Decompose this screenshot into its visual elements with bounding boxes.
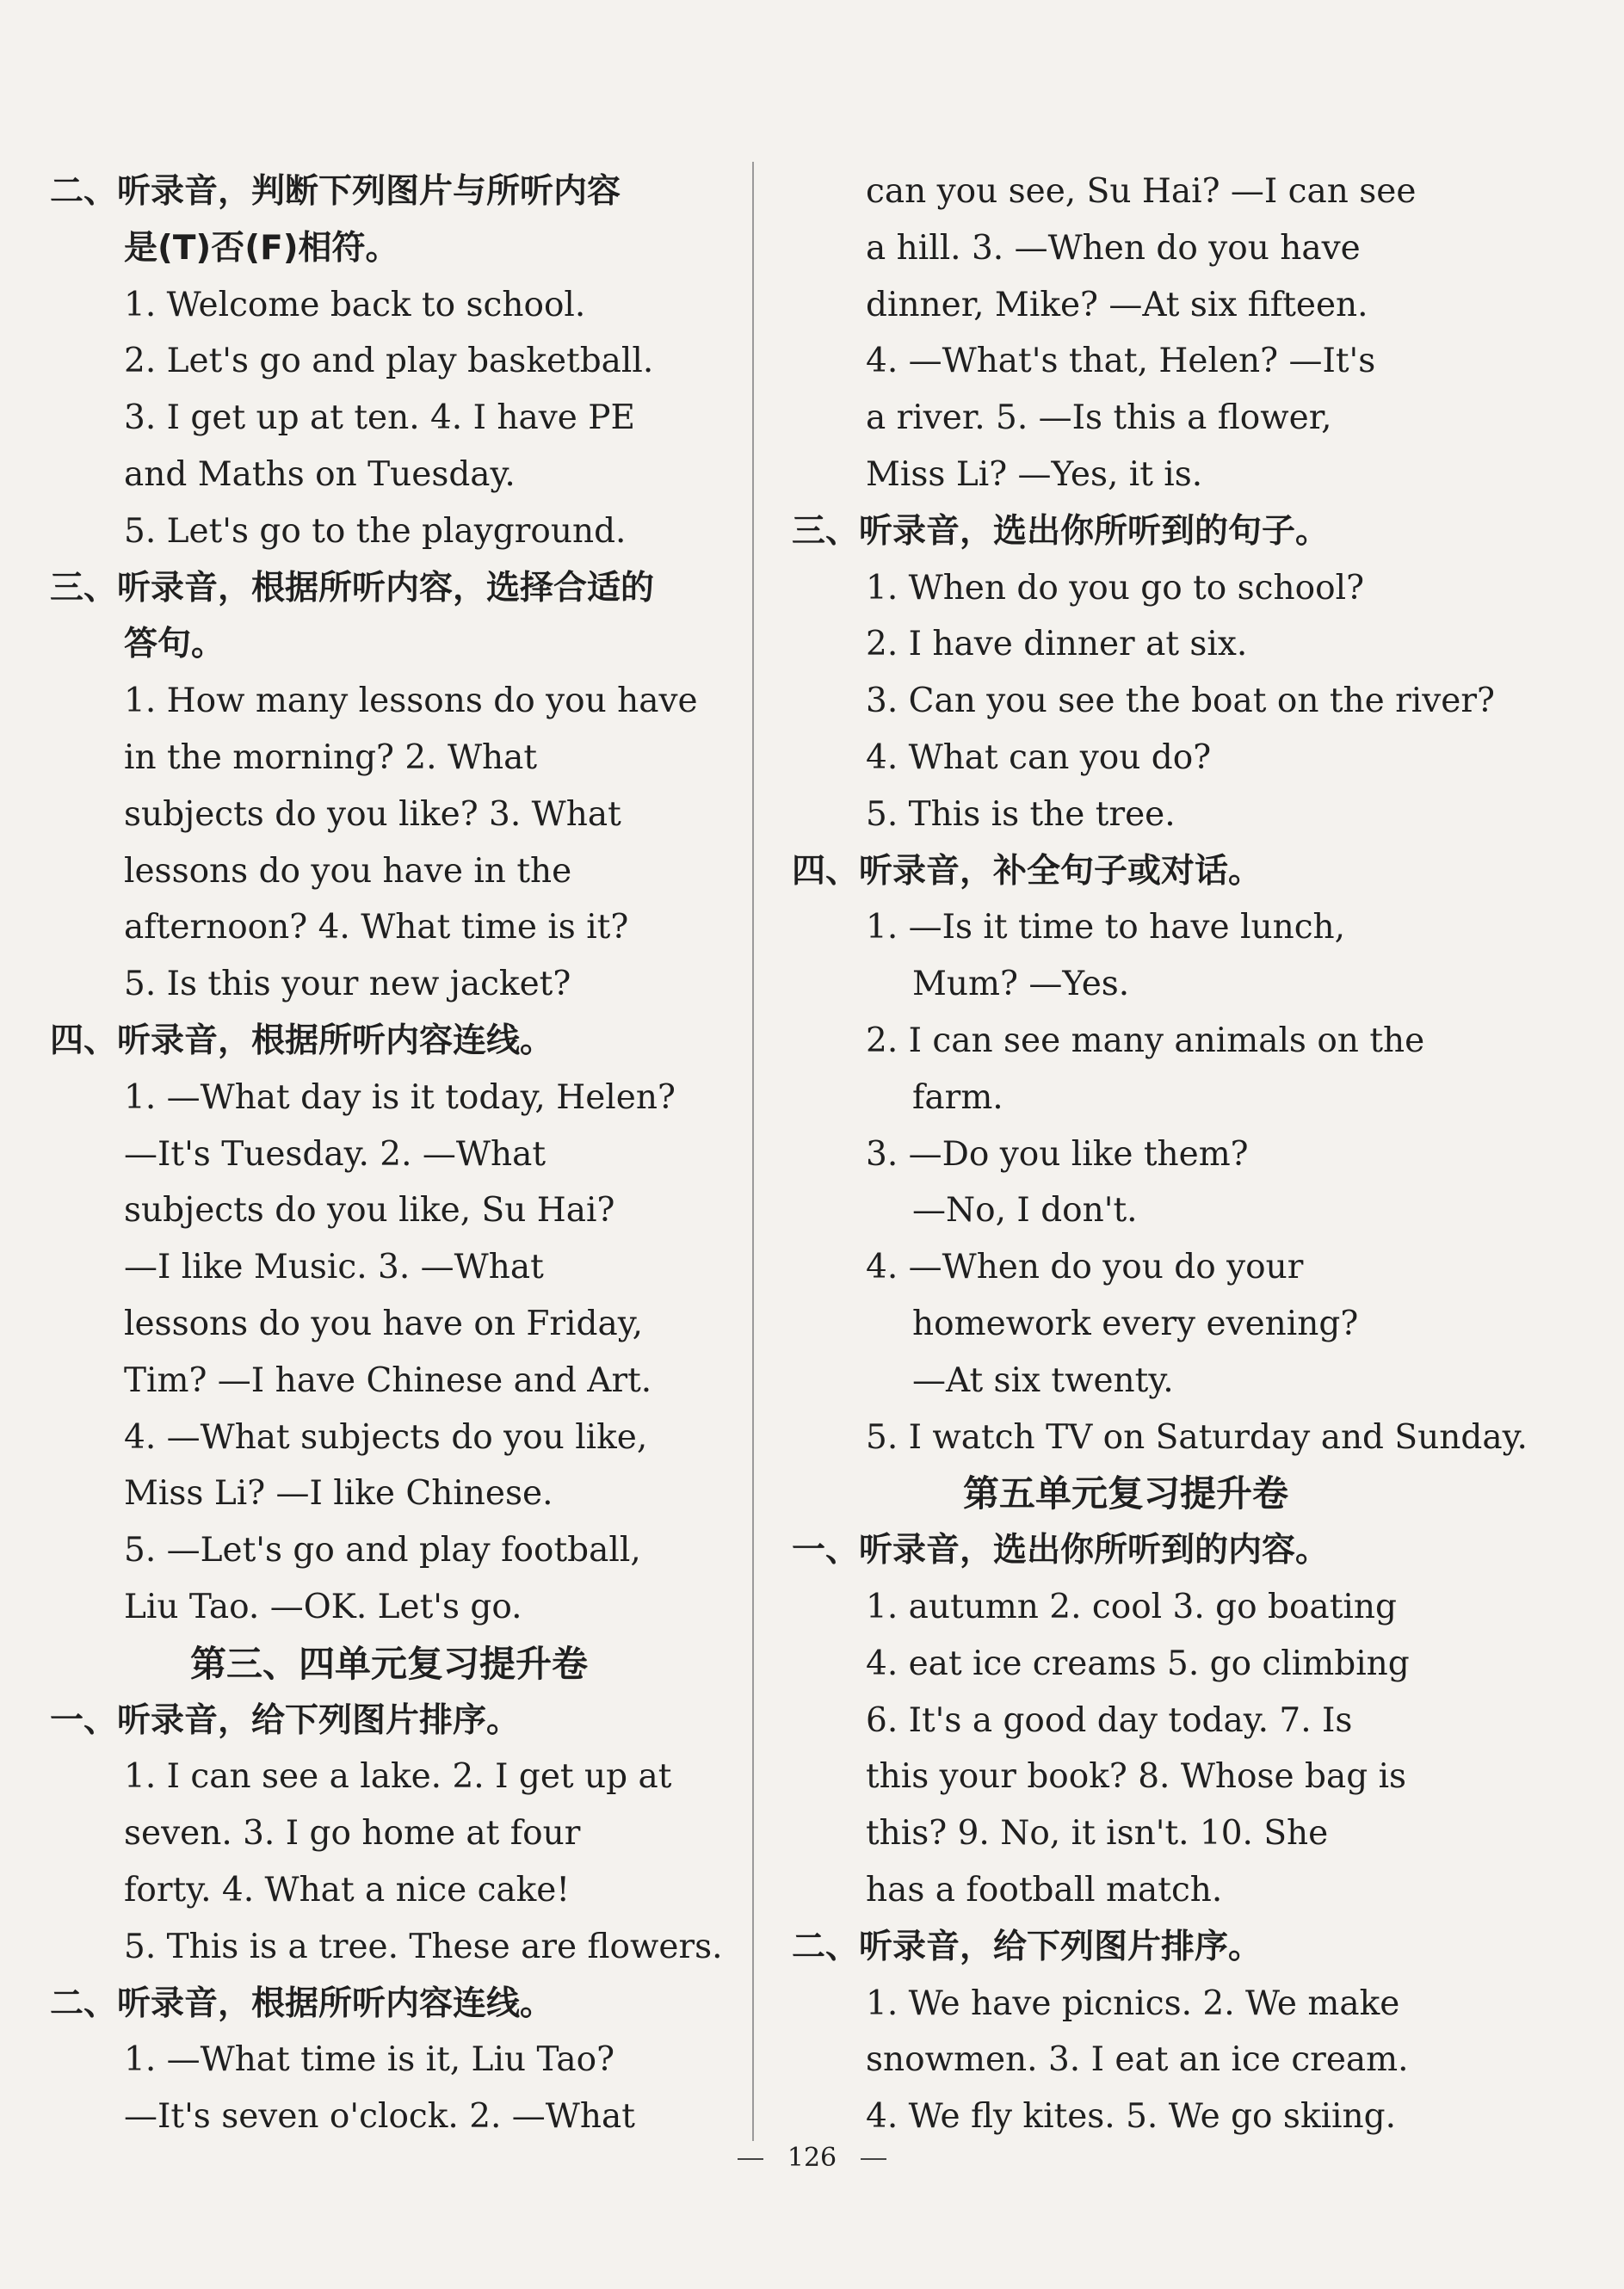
heading-iii-choose-reply: 三、听录音，根据所听内容，选择合适的	[50, 568, 655, 608]
answer-line: 4. —What's that, Helen? —It's	[866, 342, 1376, 381]
answer-line: —At six twenty.	[912, 1360, 1174, 1400]
answer-line: —No, I don't.	[912, 1191, 1138, 1231]
answer-line: Miss Li? —Yes, it is.	[866, 454, 1203, 494]
answer-line: 2. Let's go and play basketball.	[124, 342, 654, 381]
answer-line: 1. —What day is it today, Helen?	[124, 1077, 676, 1117]
answer-line: can you see, Su Hai? —I can see	[866, 172, 1417, 211]
heading-iii-choose-sentence: 三、听录音，选出你所听到的句子。	[792, 511, 1330, 551]
answer-line: 1. autumn 2. cool 3. go boating	[866, 1587, 1397, 1626]
answer-line: 5. Is this your new jacket?	[124, 965, 571, 1004]
answer-line: afternoon? 4. What time is it?	[124, 908, 629, 947]
answer-line: 4. We fly kites. 5. We go skiing.	[866, 2097, 1397, 2137]
answer-line: Liu Tao. —OK. Let's go.	[124, 1587, 522, 1626]
section-title-unit-5: 第五单元复习提升卷	[962, 1472, 1288, 1515]
answer-line: 4. eat ice creams 5. go climbing	[866, 1644, 1410, 1683]
answer-line: in the morning? 2. What	[124, 737, 538, 777]
answer-line: seven. 3. I go home at four	[124, 1814, 581, 1854]
answer-line: 1. —What time is it, Liu Tao?	[124, 2040, 615, 2080]
heading-ii-order-pictures: 二、听录音，给下列图片排序。	[792, 1927, 1263, 1966]
answer-line: 1. We have picnics. 2. We make	[866, 1984, 1400, 2023]
answer-line: this your book? 8. Whose bag is	[866, 1757, 1407, 1797]
answer-line: 2. I can see many animals on the	[866, 1021, 1425, 1060]
answer-line: a hill. 3. —When do you have	[866, 228, 1361, 268]
answer-line: 5. Let's go to the playground.	[124, 511, 627, 551]
heading-i-choose-content: 一、听录音，选出你所听到的内容。	[792, 1531, 1330, 1570]
answer-line: 1. —Is it time to have lunch,	[866, 908, 1346, 947]
answer-line: 2. I have dinner at six.	[866, 625, 1248, 664]
heading-ii-judge-cont: 是(T)否(F)相符。	[124, 228, 399, 268]
page-number: 126	[787, 2143, 837, 2173]
answer-line: lessons do you have in the	[124, 851, 572, 891]
footer-dash-left	[738, 2158, 763, 2160]
footer-dash-right	[861, 2158, 886, 2160]
heading-ii-match: 二、听录音，根据所听内容连线。	[50, 1984, 554, 2023]
answer-line: 4. What can you do?	[866, 737, 1212, 777]
answer-line: Mum? —Yes.	[912, 965, 1130, 1004]
answer-line: 4. —When do you do your	[866, 1248, 1304, 1287]
answer-line: 3. —Do you like them?	[866, 1134, 1249, 1174]
answer-line: 6. It's a good day today. 7. Is	[866, 1700, 1353, 1740]
answer-line: 3. Can you see the boat on the river?	[866, 682, 1495, 721]
answer-line: and Maths on Tuesday.	[124, 454, 516, 494]
heading-ii-judge: 二、听录音，判断下列图片与所听内容	[50, 172, 621, 211]
answer-line: lessons do you have on Friday,	[124, 1304, 643, 1343]
left-column	[50, 164, 728, 2145]
answer-line: 1. When do you go to school?	[866, 568, 1364, 608]
answer-line: Tim? —I have Chinese and Art.	[124, 1360, 652, 1400]
answer-line: Miss Li? —I like Chinese.	[124, 1474, 553, 1514]
right-column	[792, 164, 1528, 2145]
heading-i-order-pictures: 一、听录音，给下列图片排序。	[50, 1700, 521, 1740]
heading-iv-complete: 四、听录音，补全句子或对话。	[792, 851, 1263, 891]
answer-line: 1. I can see a lake. 2. I get up at	[124, 1757, 672, 1797]
answer-line: forty. 4. What a nice cake!	[124, 1870, 571, 1910]
column-divider	[752, 162, 754, 2141]
page-footer	[0, 2143, 1624, 2173]
section-title-units-3-4: 第三、四单元复习提升卷	[189, 1642, 588, 1685]
answer-line: homework every evening?	[912, 1304, 1359, 1343]
answer-line: subjects do you like? 3. What	[124, 794, 621, 834]
answer-line: 5. —Let's go and play football,	[124, 1531, 641, 1570]
answer-line: dinner, Mike? —At six fifteen.	[866, 285, 1368, 324]
answer-line: —It's Tuesday. 2. —What	[124, 1134, 546, 1174]
heading-iii-choose-reply-cont: 答句。	[124, 625, 225, 664]
answer-line: 1. How many lessons do you have	[124, 682, 698, 721]
answer-line: a river. 5. —Is this a flower,	[866, 398, 1332, 438]
answer-line: 4. —What subjects do you like,	[124, 1417, 648, 1457]
answer-line: 5. This is a tree. These are flowers.	[124, 1927, 723, 1966]
heading-iv-match: 四、听录音，根据所听内容连线。	[50, 1021, 554, 1060]
answer-line: 1. Welcome back to school.	[124, 285, 586, 324]
answer-line: 5. I watch TV on Saturday and Sunday.	[866, 1417, 1528, 1457]
answer-line: this? 9. No, it isn't. 10. She	[866, 1814, 1329, 1854]
answer-line: has a football match.	[866, 1870, 1223, 1910]
answer-line: 3. I get up at ten. 4. I have PE	[124, 398, 635, 438]
answer-line: subjects do you like, Su Hai?	[124, 1191, 615, 1231]
answer-line: —I like Music. 3. —What	[124, 1248, 544, 1287]
answer-line: 5. This is the tree.	[866, 794, 1176, 834]
answer-line: farm.	[912, 1077, 1003, 1117]
answer-line: snowmen. 3. I eat an ice cream.	[866, 2040, 1409, 2080]
answer-line: —It's seven o'clock. 2. —What	[124, 2097, 635, 2137]
